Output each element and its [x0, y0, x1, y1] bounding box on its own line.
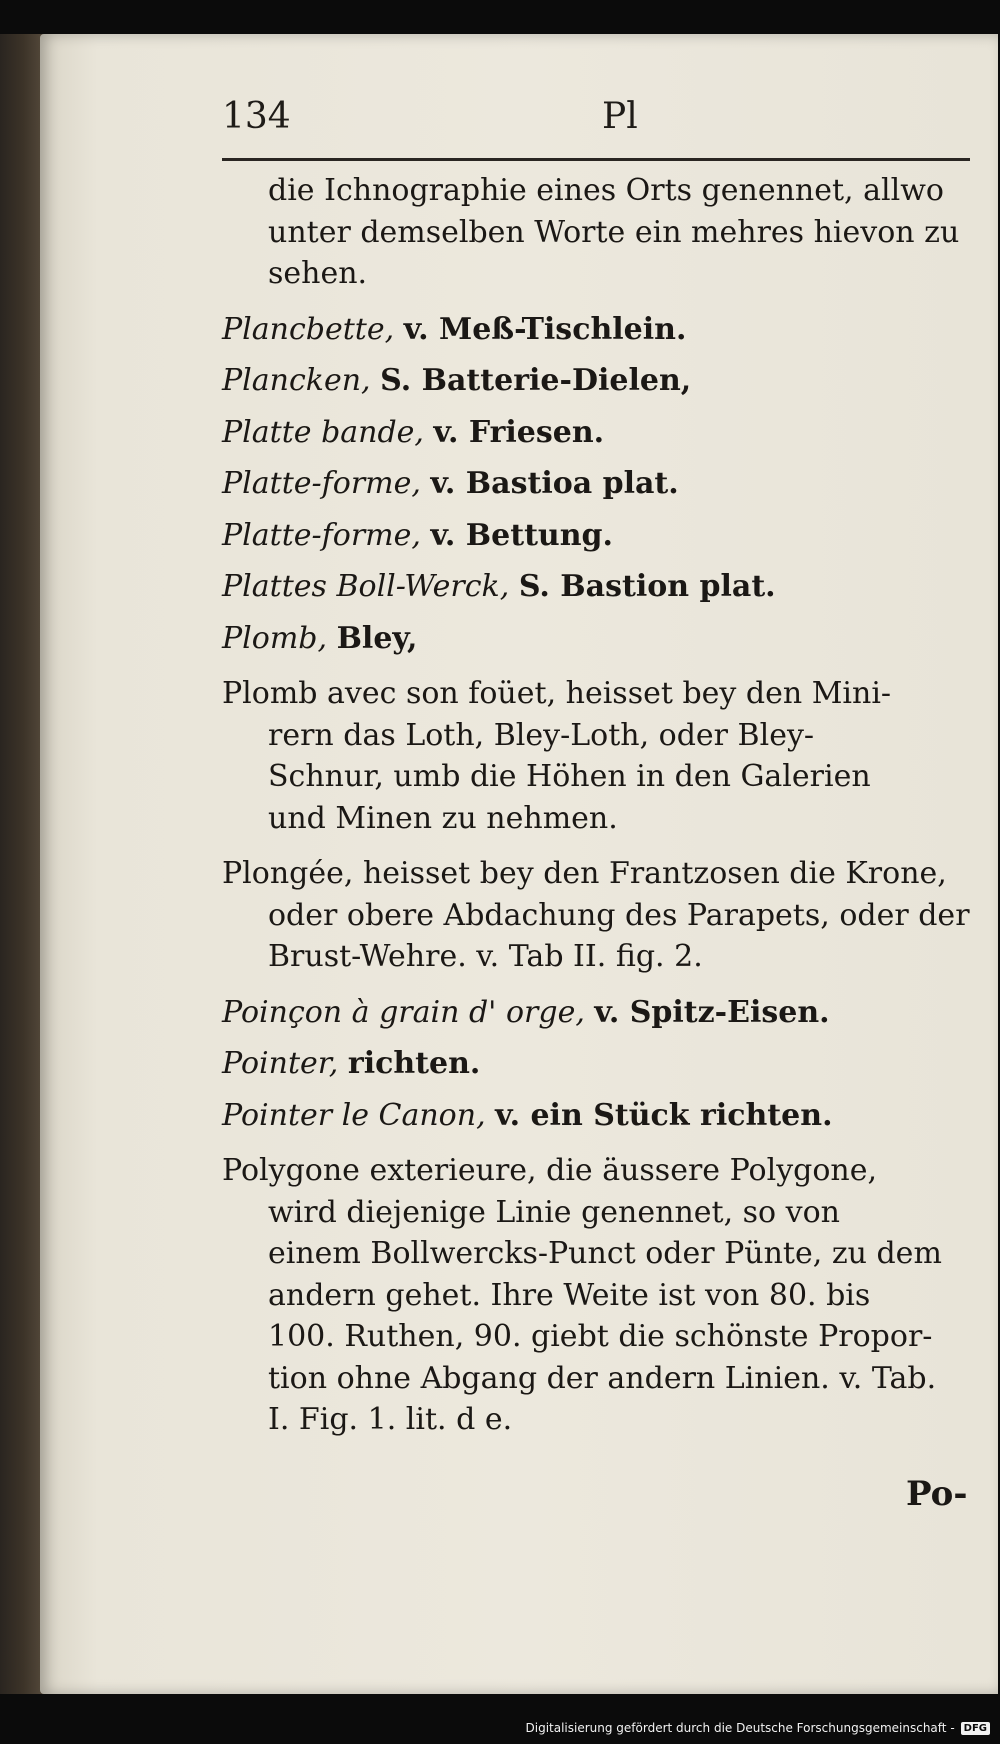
dictionary-entry-paragraph	[222, 673, 970, 839]
entry-definition: v. ein Stück richten.	[495, 1097, 833, 1133]
text-line: oder obere Abdachung des Parapets, oder der	[268, 897, 970, 933]
entry-definition: v. Bettung.	[430, 517, 613, 553]
entry-term: Platte-forme,	[222, 466, 421, 501]
text-line: die Ichnographie eines Orts genennet, allwo	[268, 173, 944, 208]
entry-term: Plomb,	[222, 620, 328, 656]
dictionary-text	[222, 170, 970, 1451]
entry-definition: richten.	[347, 1046, 481, 1081]
text-line: Brust-Wehre. v. Tab II. fig. 2.	[268, 939, 703, 974]
dictionary-entry	[222, 515, 970, 557]
dictionary-entry	[222, 360, 970, 402]
dictionary-entry-paragraph	[222, 853, 970, 978]
text-line: Schnur, umb die Höhen in den Galerien	[268, 759, 871, 794]
header-rule	[222, 158, 970, 161]
text-line: 100. Ruthen, 90. giebt die schönste Propor-	[268, 1319, 933, 1354]
entry-term: Pointer,	[222, 1046, 339, 1081]
text-line: rern das Loth, Bley-Loth, oder Bley-	[268, 717, 815, 753]
text-line: Polygone exterieure, die äussere Polygone,	[222, 1153, 878, 1188]
digitization-footer	[526, 1718, 991, 1738]
dictionary-entry	[222, 1043, 970, 1085]
footer-credit: Digitalisierung gefördert durch die Deutsche Forschungsgemeinschaft -	[525, 1721, 955, 1735]
entry-definition: v. Spitz-Eisen.	[594, 994, 830, 1030]
entry-continuation	[222, 170, 970, 295]
dictionary-entry	[222, 992, 970, 1034]
entry-term: Poinçon à grain d' orge,	[222, 994, 585, 1030]
dictionary-entry	[222, 463, 970, 505]
dfg-logo-icon: DFG	[961, 1722, 990, 1735]
catchword: Po-	[906, 1474, 968, 1514]
dictionary-entry	[222, 309, 970, 351]
entry-definition: v. Friesen.	[433, 414, 605, 450]
entry-term: Platte bande,	[222, 414, 424, 450]
text-line: einem Bollwercks-Punct oder Pünte, zu dem	[268, 1236, 942, 1271]
entry-definition: v. Bastioa plat.	[430, 466, 679, 501]
entry-definition: Bley,	[336, 620, 418, 656]
entry-term: Pointer le Canon,	[222, 1097, 486, 1133]
entry-term: Plattes Boll-Werck,	[222, 569, 510, 604]
text-line: sehen.	[268, 256, 368, 291]
entry-definition: v. Meß-Tischlein.	[403, 311, 687, 347]
text-line: andern gehet. Ihre Weite ist von 80. bis	[268, 1277, 871, 1313]
entry-term: Platte-forme,	[222, 517, 421, 553]
entry-definition: S. Batterie-Dielen,	[380, 363, 692, 398]
text-line: und Minen zu nehmen.	[268, 800, 618, 836]
entry-definition: S. Bastion plat.	[518, 569, 776, 604]
text-line: Plongée, heisset bey den Frantzosen die Krone,	[222, 856, 947, 891]
dictionary-entry	[222, 566, 970, 608]
running-head: Pl	[602, 96, 638, 137]
dictionary-entry-paragraph	[222, 1150, 970, 1441]
text-line: unter demselben Worte ein mehres hievon zu	[268, 214, 960, 250]
dictionary-entry	[222, 618, 970, 660]
text-line: Plomb avec son foüet, heisset bey den Mini-	[222, 676, 892, 711]
text-line: I. Fig. 1. lit. d e.	[268, 1402, 513, 1437]
text-line: tion ohne Abgang der andern Linien. v. Tab.	[268, 1360, 937, 1396]
page-number: 134	[222, 96, 291, 137]
entry-term: Plancken,	[222, 363, 371, 398]
page-header	[222, 96, 970, 146]
dictionary-entry	[222, 412, 970, 454]
dictionary-entry	[222, 1095, 970, 1137]
entry-term: Plancbette,	[222, 311, 395, 347]
text-line: wird diejenige Linie genennet, so von	[268, 1194, 840, 1230]
